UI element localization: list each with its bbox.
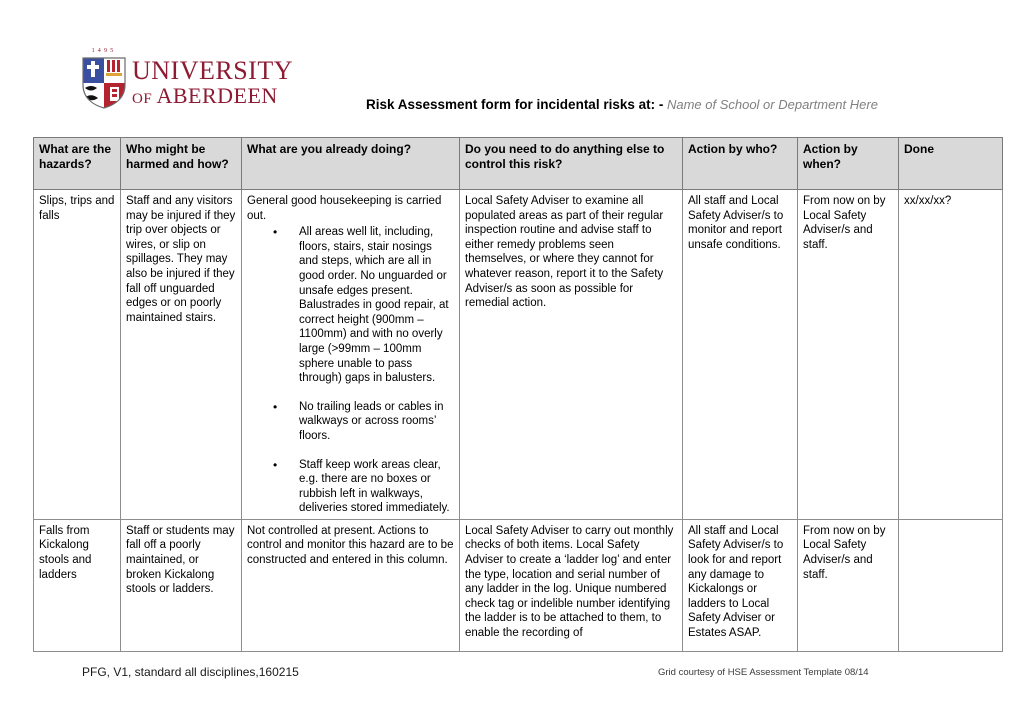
column-header-done: Done bbox=[899, 138, 1003, 190]
cell-hazard: Falls from Kickalong stools and ladders bbox=[34, 519, 121, 651]
cell-already-doing bbox=[242, 519, 460, 651]
column-header-hazards: What are the hazards? bbox=[34, 138, 121, 190]
footer-attribution: Grid courtesy of HSE Assessment Template 08/14 bbox=[658, 667, 869, 678]
cell-who-harmed: Staff or students may fall off a poorly maintained, or broken Kickalong stools or ladders. bbox=[121, 519, 242, 651]
department-name-placeholder: Name of School or Department Here bbox=[663, 97, 878, 112]
university-crest-icon bbox=[82, 48, 126, 110]
wordmark-line-university: UNIVERSITY bbox=[132, 55, 293, 85]
table-header-row bbox=[34, 138, 1003, 190]
risk-assessment-table bbox=[33, 137, 1003, 652]
cell-already-doing bbox=[242, 190, 460, 520]
column-header-already-doing: What are you already doing? bbox=[242, 138, 460, 190]
page-title: Risk Assessment form for incidental risks at: - bbox=[366, 97, 664, 112]
column-header-anything-else: Do you need to do anything else to control this risk? bbox=[460, 138, 683, 190]
column-header-who-harmed: Who might be harmed and how? bbox=[121, 138, 242, 190]
footer-document-reference: PFG, V1, standard all disciplines,160215 bbox=[82, 665, 299, 679]
list-item: • No trailing leads or cables in walkways or across rooms’ floors. bbox=[247, 400, 454, 444]
table-row bbox=[34, 519, 1003, 651]
cell-action-by-who: All staff and Local Safety Adviser/s to monitor and report unsafe conditions. bbox=[683, 190, 798, 520]
crest-shield-icon bbox=[82, 57, 126, 109]
cell-action-by-who: All staff and Local Safety Adviser/s to look for and report any damage to Kickalongs or ladders to Local Safety Adviser or Estates ASAP. bbox=[683, 519, 798, 651]
university-logo bbox=[82, 48, 293, 110]
wordmark-line-aberdeen bbox=[132, 84, 293, 108]
already-doing-bullet-list bbox=[247, 225, 454, 516]
page-header bbox=[0, 0, 1024, 135]
cell-who-harmed: Staff and any visitors may be injured if they trip over objects or wires, or slip on spillages. They may also be injured if they fall off unguarded edges or on poorly maintained stairs. bbox=[121, 190, 242, 520]
table-row bbox=[34, 190, 1003, 520]
cell-action-by-when: From now on by Local Safety Adviser/s and staff. bbox=[798, 190, 899, 520]
already-doing-intro: Not controlled at present. Actions to control and monitor this hazard are to be constructed and entered in this column. bbox=[247, 524, 454, 567]
column-header-action-by-when: Action by when? bbox=[798, 138, 899, 190]
wordmark-aberdeen: ABERDEEN bbox=[156, 82, 278, 108]
cell-hazard: Slips, trips and falls bbox=[34, 190, 121, 520]
crest-founding-date: 1495 bbox=[91, 48, 117, 54]
document-title bbox=[366, 97, 878, 112]
university-wordmark bbox=[132, 55, 293, 110]
cell-done bbox=[899, 519, 1003, 651]
column-header-action-by-who: Action by who? bbox=[683, 138, 798, 190]
list-item: • Staff keep work areas clear, e.g. there are no boxes or rubbish left in walkways, deliveries stored immediately. bbox=[247, 458, 454, 516]
cell-action-by-when: From now on by Local Safety Adviser/s and staff. bbox=[798, 519, 899, 651]
cell-done: xx/xx/xx? bbox=[899, 190, 1003, 520]
wordmark-of: OF bbox=[132, 90, 157, 107]
list-item: • All areas well lit, including, floors, stairs, stair nosings and steps, which are all in good order. No unguarded or unsafe edges present. Balustrades in good repair, at correct height (900mm – 1100mm) and with no overly large (>99mm – 100mm sphere unable to pass through) gaps in balusters. bbox=[247, 225, 454, 386]
already-doing-intro: General good housekeeping is carried out. bbox=[247, 195, 442, 222]
cell-anything-else: Local Safety Adviser to examine all populated areas as part of their regular inspection routine and advise staff to either remedy problems seen themselves, or where they cannot for whatever reason, report it to the Safety Adviser/s as soon as possible for remedial action. bbox=[460, 190, 683, 520]
cell-anything-else: Local Safety Adviser to carry out monthly checks of both items. Local Safety Adviser to create a ‘ladder log’ and enter the type, location and serial number of any ladder in the log. Unique numbered check tag or indelible number identifying the ladder is to be attached to them, to enable the recording of bbox=[460, 519, 683, 651]
